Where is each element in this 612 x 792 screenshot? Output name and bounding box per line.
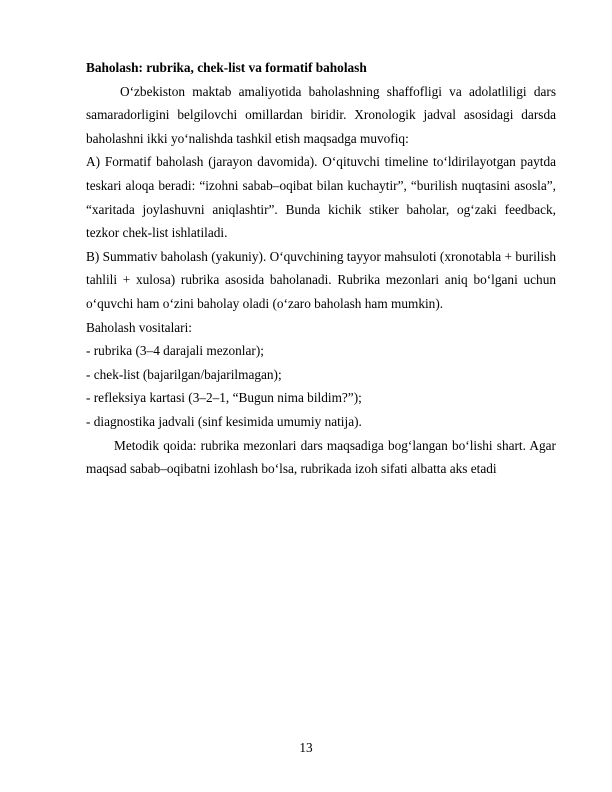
page-number: 13 — [299, 740, 313, 755]
paragraph-summative: B) Summativ baholash (yakuniy). O‘quvchining tayyor mahsuloti (xronotabla + burilish tahlili + xulosa) rubrika asosida baholanadi. Rubrika mezonlari aniq bo‘lgani uchun o‘quvchi ham o‘zini baholay oladi (o‘zaro baholash ham mumkin). — [86, 248, 556, 311]
list-item: - diagnostika jadvali (sinf kesimida umumiy natija). — [86, 413, 362, 429]
list-item: - refleksiya kartasi (3–2–1, “Bugun nima bildim?”); — [86, 390, 362, 406]
paragraph-intro: O‘zbekiston maktab amaliyotida baholashning shaffofligi va adolatliligi dars samaradorligini belgilovchi omillardan biridir. Xronologik jadval asosidagi darsda baholashni ikki yo‘nalishda tashkil etish maqsadga muvofiq: — [86, 83, 556, 146]
list-item: - chek-list (bajarilgan/bajarilmagan); — [86, 366, 282, 382]
paragraph-formative: A) Formatif baholash (jarayon davomida). O‘qituvchi timeline to‘ldirilayotgan paytda teskari aloqa beradi: “izohni sabab–oqibat bilan kuchaytir”, “burilish nuqtasini asosla”, “xaritada joylashuvni aniqlashtir”. Bunda kichik stiker baholar, og‘zaki feedback, tezkor chek-list ishlatiladi. — [86, 154, 556, 241]
list-item: - rubrika (3–4 darajali mezonlar); — [86, 343, 264, 359]
document-body — [86, 56, 556, 481]
tools-heading: Baholash vositalari: — [86, 319, 192, 335]
paragraph-method-rule: Metodik qoida: rubrika mezonlari dars maqsadiga bog‘langan bo‘lishi shart. Agar maqsad sabab–oqibatni izohlash bo‘lsa, rubrikada izoh sifati albatta aks etadi — [86, 437, 556, 477]
section-title: Baholash: rubrika, chek-list va formatif baholash — [86, 60, 367, 75]
